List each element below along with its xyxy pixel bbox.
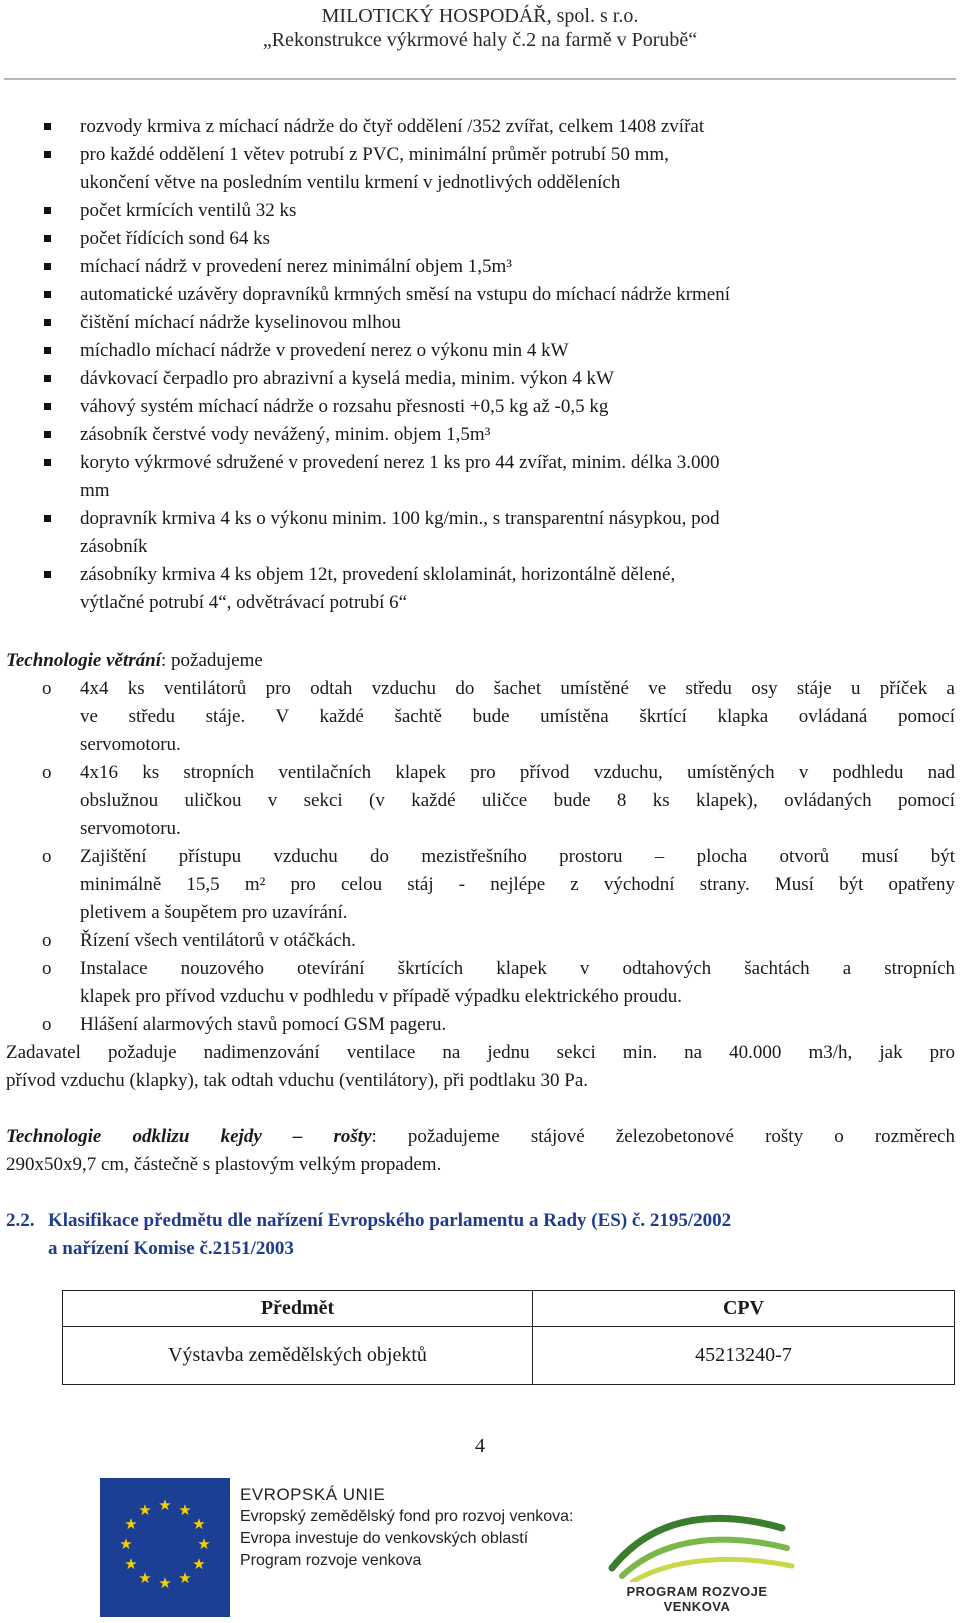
svg-text:★: ★ xyxy=(124,1515,138,1533)
manure-paragraph xyxy=(6,1123,955,1151)
eu-flag-icon xyxy=(100,1478,230,1617)
list-item-continuation: obslužnou uličkou v sekci (v každé uličce bude 8 ks klapek), ovládaných pomocí xyxy=(80,790,955,811)
ventilation-requirement: Zadavatel požaduje nadimenzování ventilace na jednu sekci min. na 40.000 m3/h, jak pro xyxy=(6,1042,955,1063)
svg-text:★: ★ xyxy=(138,1501,152,1519)
list-item: čištění míchací nádrže kyselinovou mlhou xyxy=(80,312,401,333)
circle-bullet-icon: o xyxy=(42,1014,52,1035)
column-header: CPV xyxy=(533,1291,955,1327)
list-item: automatické uzávěry dopravníků krmných směsí na vstupu do míchací nádrže krmení xyxy=(80,284,731,305)
square-bullet-icon xyxy=(44,571,51,578)
list-item-continuation: klapek pro přívod vzduchu v podhledu v případě výpadku elektrického proudu. xyxy=(80,986,683,1007)
list-item: Hlášení alarmových stavů pomocí GSM pageru. xyxy=(80,1014,447,1035)
header-project: „Rekonstrukce výkrmové haly č.2 na farmě v Porubě“ xyxy=(262,29,698,51)
list-item: Instalace nouzového otevírání škrtících klapek v odtahových šachtách a stropních xyxy=(80,958,955,979)
square-bullet-icon xyxy=(44,123,51,130)
svg-text:★: ★ xyxy=(138,1569,152,1587)
ventilation-intro: : požadujeme xyxy=(161,650,263,671)
footer xyxy=(0,1478,960,1620)
list-item-continuation: pletivem a šoupětem pro uzavírání. xyxy=(80,902,348,923)
ventilation-title: Technologie větrání xyxy=(6,650,161,671)
section-number: 2.2. xyxy=(6,1210,35,1231)
square-bullet-icon xyxy=(44,375,51,382)
circle-bullet-icon: o xyxy=(42,762,52,783)
manure-title: Technologie odklizu kejdy – rošty xyxy=(6,1126,372,1147)
square-bullet-icon xyxy=(44,207,51,214)
manure-text: : požadujeme stájové železobetonové rošty o rozměrech xyxy=(371,1126,955,1147)
eu-line: Evropský zemědělský fond pro rozvoj venkova: xyxy=(240,1508,574,1525)
list-item-continuation: minimálně 15,5 m² pro celou stáj - nejlépe z východní strany. Musí být opatřeny xyxy=(80,874,955,895)
list-item: Zajištění přístupu vzduchu do mezistřešního prostoru – plocha otvorů musí být xyxy=(80,846,955,867)
list-item: Řízení všech ventilátorů v otáčkách. xyxy=(80,930,356,951)
table-cell: Výstavba zemědělských objektů xyxy=(63,1327,533,1385)
list-item: počet krmících ventilů 32 ks xyxy=(80,200,297,221)
list-item-continuation: ukončení větve na posledním ventilu krmení v jednotlivých odděleních xyxy=(80,172,621,193)
program-logo xyxy=(592,1498,802,1614)
square-bullet-icon xyxy=(44,263,51,270)
svg-text:★: ★ xyxy=(158,1496,172,1514)
circle-bullet-icon: o xyxy=(42,846,52,867)
list-item: rozvody krmiva z míchací nádrže do čtyř oddělení /352 zvířat, celkem 1408 zvířat xyxy=(80,116,705,137)
list-item: váhový systém míchací nádrže o rozsahu přesnosti +0,5 kg až -0,5 kg xyxy=(80,396,609,417)
square-bullet-icon xyxy=(44,515,51,522)
square-bullet-icon xyxy=(44,319,51,326)
page-header xyxy=(0,4,960,52)
svg-text:★: ★ xyxy=(192,1555,206,1573)
square-bullet-icon xyxy=(44,459,51,466)
svg-text:★: ★ xyxy=(119,1535,133,1553)
list-item-continuation: servomotoru. xyxy=(80,734,181,755)
list-item: počet řídících sond 64 ks xyxy=(80,228,270,249)
square-bullet-icon xyxy=(44,347,51,354)
table-row xyxy=(63,1327,955,1385)
program-logo-icon xyxy=(592,1498,802,1582)
list-item-continuation: servomotoru. xyxy=(80,818,181,839)
square-bullet-icon xyxy=(44,291,51,298)
section-title-continuation: a nařízení Komise č.2151/2003 xyxy=(48,1238,294,1259)
list-item: 4x16 ks stropních ventilačních klapek pro přívod vzduchu, umístěných v podhledu nad xyxy=(80,762,955,783)
list-item: 4x4 ks ventilátorů pro odtah vzduchu do šachet umístěné ve středu osy stáje u příček a xyxy=(80,678,955,699)
svg-text:★: ★ xyxy=(178,1569,192,1587)
svg-text:★: ★ xyxy=(124,1555,138,1573)
ventilation-requirement-continuation: přívod vzduchu (klapky), tak odtah vduchu (ventilátory), při podtlaku 30 Pa. xyxy=(6,1070,589,1091)
ventilation-heading xyxy=(6,647,263,675)
list-item: míchací nádrž v provedení nerez minimální objem 1,5m³ xyxy=(80,256,512,277)
list-item: zásobník čerstvé vody nevážený, minim. objem 1,5m³ xyxy=(80,424,491,445)
eu-title: EVROPSKÁ UNIE xyxy=(240,1485,386,1504)
program-label: PROGRAM ROZVOJE VENKOVA xyxy=(626,1584,768,1614)
list-item-continuation: ve středu stáje. V každé šachtě bude umístěna škrtící klapka ovládaná pomocí xyxy=(80,706,955,727)
table-cell: 45213240-7 xyxy=(533,1327,955,1385)
square-bullet-icon xyxy=(44,431,51,438)
eu-caption xyxy=(240,1484,573,1572)
list-item-continuation: mm xyxy=(80,480,110,501)
header-company: MILOTICKÝ HOSPODÁŘ, spol. s r.o. xyxy=(321,5,639,27)
list-item: dopravník krmiva 4 ks o výkonu minim. 100 kg/min., s transparentní násypkou, pod xyxy=(80,508,720,529)
svg-text:★: ★ xyxy=(178,1501,192,1519)
square-bullet-icon xyxy=(44,403,51,410)
table-header-row xyxy=(63,1291,955,1327)
list-item: míchadlo míchací nádrže v provedení nerez o výkonu min 4 kW xyxy=(80,340,569,361)
square-bullet-icon xyxy=(44,151,51,158)
cpv-table xyxy=(62,1290,955,1385)
list-item-continuation: zásobník xyxy=(80,536,148,557)
list-item: dávkovací čerpadlo pro abrazivní a kyselá media, minim. výkon 4 kW xyxy=(80,368,614,389)
list-item: koryto výkrmové sdružené v provedení nerez 1 ks pro 44 zvířat, minim. délka 3.000 xyxy=(80,452,720,473)
square-bullet-icon xyxy=(44,235,51,242)
eu-line: Program rozvoje venkova xyxy=(240,1552,422,1569)
list-item: zásobníky krmiva 4 ks objem 12t, provedení sklolaminát, horizontálně dělené, xyxy=(80,564,676,585)
list-item: pro každé oddělení 1 větev potrubí z PVC, minimální průměr potrubí 50 mm, xyxy=(80,144,669,165)
page-number: 4 xyxy=(475,1435,485,1457)
circle-bullet-icon: o xyxy=(42,930,52,951)
column-header: Předmět xyxy=(63,1291,533,1327)
svg-text:★: ★ xyxy=(197,1535,211,1553)
section-title: Klasifikace předmětu dle nařízení Evropského parlamentu a Rady (ES) č. 2195/2002 xyxy=(48,1210,732,1231)
eu-line: Evropa investuje do venkovských oblastí xyxy=(240,1530,529,1547)
manure-paragraph-continuation: 290x50x9,7 cm, částečně s plastovým velkým propadem. xyxy=(6,1154,442,1175)
circle-bullet-icon: o xyxy=(42,678,52,699)
svg-text:★: ★ xyxy=(158,1574,172,1592)
svg-text:★: ★ xyxy=(192,1515,206,1533)
circle-bullet-icon: o xyxy=(42,958,52,979)
header-divider xyxy=(4,78,956,80)
list-item-continuation: výtlačné potrubí 4“, odvětrávací potrubí 6“ xyxy=(80,592,408,613)
